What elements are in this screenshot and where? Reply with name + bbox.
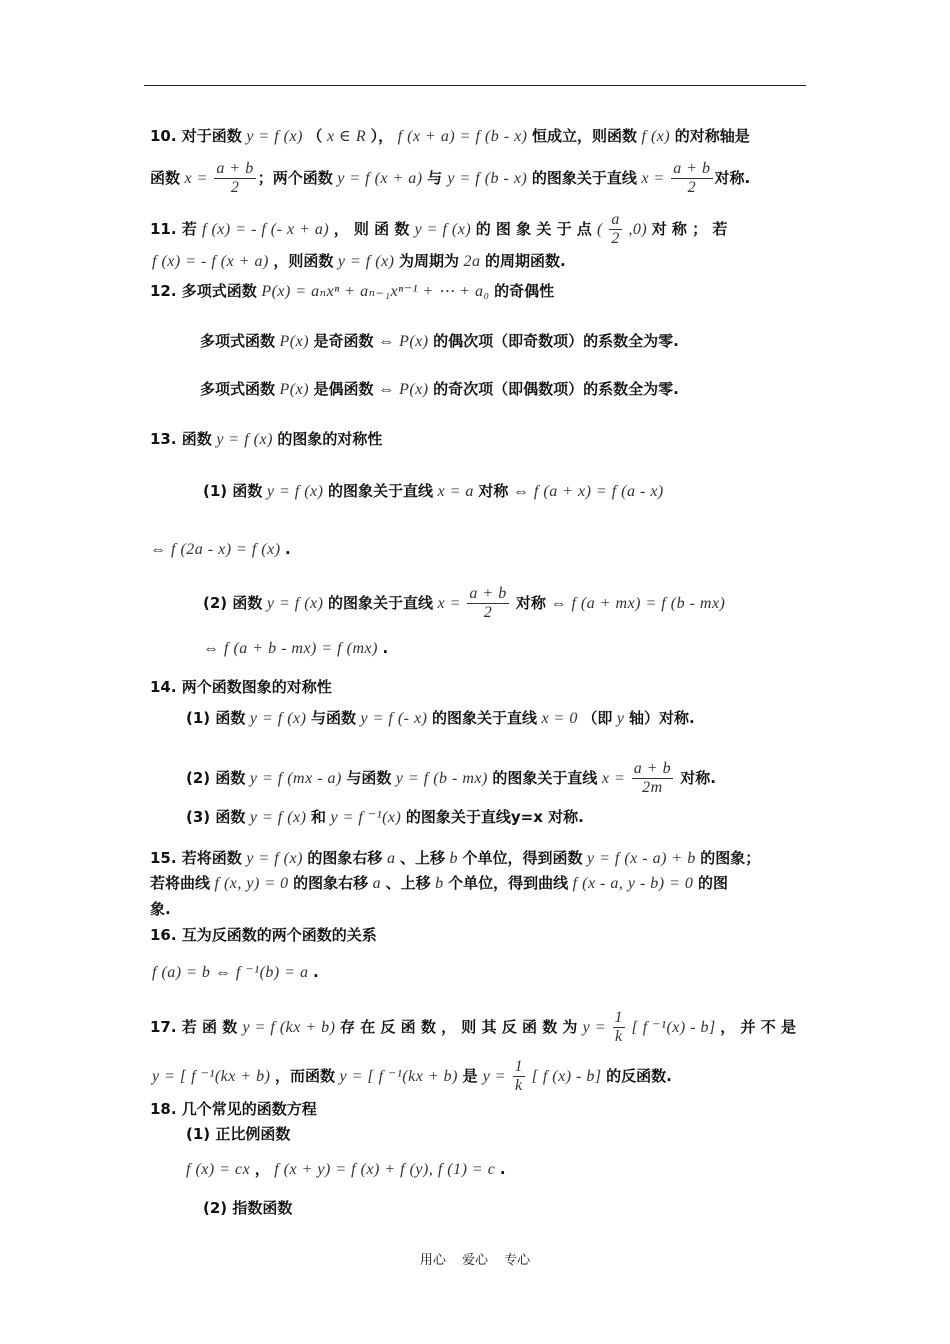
text-run: ），: [370, 127, 394, 145]
item-16-formula: [152, 961, 319, 984]
math-expr: y =: [582, 1019, 611, 1036]
item-16-heading: [150, 924, 377, 946]
fraction-denominator: 2m: [642, 779, 663, 796]
fraction: [467, 585, 508, 622]
math-expr: y = f (x): [333, 253, 399, 270]
text-run: 轴）对称.: [628, 709, 695, 727]
fraction-denominator: k: [614, 1028, 623, 1045]
text-run: ，: [254, 1160, 270, 1178]
math-expr: y: [612, 710, 629, 727]
math-expr: [ f ⁻¹(x) - b]: [627, 1019, 721, 1036]
text-run: 的 图 象 关 于 点: [475, 220, 598, 238]
fraction: [632, 760, 673, 797]
item-number: 10.: [150, 127, 182, 145]
math-expr: f (x) = cx: [186, 1161, 255, 1178]
item-18-sub-2: [203, 1197, 292, 1219]
text-run: .: [499, 1160, 506, 1178]
text-run: 的偶次项（即奇数项）的系数全为零.: [433, 332, 679, 350]
item-12-odd: [200, 330, 679, 353]
text-run: 的图象关于直线: [327, 594, 433, 612]
item-number: 14.: [150, 678, 182, 696]
item-number: 12.: [150, 282, 182, 300]
fraction-numerator: a: [611, 211, 620, 228]
text-run: 的对称轴是: [674, 127, 750, 145]
text-run: 的图象关于直线: [531, 169, 637, 187]
text-run: 与函数: [346, 769, 392, 787]
text-run: 的图象关于直线: [492, 769, 598, 787]
math-expr: ⇔ f (2a - x) = f (x): [150, 541, 286, 558]
text-run: 是偶函数: [313, 380, 374, 398]
text-run: 函数: [181, 430, 212, 448]
math-expr: x ∈ R: [322, 128, 371, 145]
text-run: 个单位，得到曲线: [448, 874, 569, 892]
text-run: 是: [462, 1067, 483, 1085]
text-run: (1) 函数: [186, 709, 246, 727]
math-expr: y = f ⁻¹(x): [326, 809, 406, 826]
math-expr: y = f (x): [241, 850, 308, 867]
text-run: (3) 函数: [186, 808, 246, 826]
math-expr: y = f (x): [262, 483, 328, 500]
item-15-line-1: [150, 847, 760, 870]
item-13-heading: [150, 428, 382, 451]
text-run: 的图象关于直线: [431, 709, 537, 727]
fraction-numerator: a + b: [633, 760, 672, 777]
math-expr: f (x) = - f (- x + a): [202, 221, 334, 238]
fraction-denominator: 2: [483, 604, 493, 621]
item-13-sub-1: [203, 480, 664, 503]
item-17-line-2: [152, 1058, 672, 1095]
text-run: 多项式函数: [200, 380, 276, 398]
text-run: 对称: [510, 594, 546, 612]
math-expr: ⇔ P(x): [373, 381, 434, 398]
item-11-line-1: [150, 211, 727, 248]
math-expr: y = [ f ⁻¹(kx + b): [334, 1068, 463, 1085]
math-expr: a: [382, 850, 400, 867]
math-expr: f (a) = b ⇔ f ⁻¹(b) = a: [152, 964, 314, 981]
text-run: 的反函数.: [606, 1067, 672, 1085]
text-run: 、上移: [385, 874, 431, 892]
math-expr: f (x): [637, 128, 675, 145]
math-expr: ⇔ f (a + b - mx) = f (mx): [203, 640, 383, 657]
math-expr: P(x): [275, 381, 314, 398]
text-run: 与: [427, 169, 448, 187]
math-expr: b: [430, 875, 449, 892]
math-expr: f (x + y) = f (x) + f (y), f (1) = c: [269, 1161, 500, 1178]
text-run: (1) 正比例函数: [186, 1125, 291, 1143]
fraction-numerator: 1: [514, 1058, 524, 1075]
math-expr: f (x, y) = 0: [210, 875, 294, 892]
math-expr: y = f (b - mx): [391, 770, 493, 787]
text-run: 为周期为: [398, 252, 459, 270]
item-15-line-3: [150, 898, 171, 920]
fraction-denominator: 2: [687, 179, 697, 196]
item-13-sub-2-cont: [203, 637, 388, 660]
text-run: （: [307, 127, 323, 145]
text-run: 恒成立，则函数: [532, 127, 638, 145]
math-expr: ,0): [623, 221, 652, 238]
math-expr: y = f (kx + b): [242, 1019, 340, 1036]
item-10-line-2: [150, 160, 750, 197]
math-expr: y = f (x + a): [332, 170, 428, 187]
fraction-denominator: 2: [611, 230, 620, 247]
item-18-sub-1-formula: [186, 1158, 506, 1181]
item-13-sub-2: [203, 585, 725, 622]
item-number: 17.: [150, 1018, 182, 1036]
item-number: 18.: [150, 1100, 182, 1118]
text-run: 对称.: [675, 769, 716, 787]
item-14-heading: [150, 676, 332, 698]
math-expr: f (x + a) = f (b - x): [393, 128, 532, 145]
math-expr: y = f (x): [245, 710, 311, 727]
math-expr: y = [ f ⁻¹(kx + b): [152, 1068, 275, 1085]
text-run: 几个常见的函数方程: [181, 1100, 317, 1118]
text-run: 的奇偶性: [494, 282, 555, 300]
item-number: 16.: [150, 926, 182, 944]
text-run: (2) 函数: [203, 594, 263, 612]
text-run: 的图象右移: [293, 874, 369, 892]
math-expr: x = a: [433, 483, 479, 500]
text-run: 的图象右移: [307, 849, 383, 867]
item-10-line-1: [150, 125, 750, 148]
math-expr: x =: [433, 595, 466, 612]
fraction: [513, 1058, 526, 1095]
item-number: 15.: [150, 849, 182, 867]
math-expr: ⇔ f (a + x) = f (a - x): [508, 483, 664, 500]
math-expr: f (x - a, y - b) = 0: [568, 875, 698, 892]
text-run: ，则函数: [273, 252, 334, 270]
fraction-numerator: a + b: [673, 160, 711, 177]
text-run: 对 称 ； 若: [651, 220, 728, 238]
math-expr: ⇔ P(x): [373, 333, 434, 350]
item-12-even: [200, 378, 679, 401]
text-run: 两个函数图象的对称性: [181, 678, 332, 696]
item-18-heading: [150, 1098, 317, 1120]
text-run: 象.: [150, 900, 171, 918]
math-expr: y = f (x): [414, 221, 476, 238]
item-14-sub-1: [186, 707, 695, 730]
text-run: (1) 函数: [203, 482, 263, 500]
text-run: 对称: [478, 482, 509, 500]
text-run: 互为反函数的两个函数的关系: [181, 926, 377, 944]
math-expr: y = f (x): [245, 809, 311, 826]
text-run: 的周期函数.: [484, 252, 566, 270]
text-run: （即: [582, 709, 613, 727]
item-12-heading: [150, 280, 554, 303]
item-number: 11.: [150, 220, 182, 238]
text-run: 和: [310, 808, 326, 826]
item-18-sub-1: [186, 1123, 290, 1145]
fraction-denominator: 2: [230, 179, 240, 196]
math-expr: y = f (x): [262, 595, 328, 612]
text-run: ， 并 不 是: [720, 1018, 796, 1036]
math-expr: x = 0: [536, 710, 583, 727]
item-15-line-2: [150, 872, 728, 895]
fraction: [214, 160, 255, 197]
math-expr: y = f (x): [241, 128, 308, 145]
item-number: 13.: [150, 430, 182, 448]
text-run: 的奇次项（即偶数项）的系数全为零.: [433, 380, 679, 398]
math-expr: ⇔ f (a + mx) = f (b - mx): [545, 595, 726, 612]
math-expr: y = f (x - a) + b: [582, 850, 701, 867]
item-14-sub-2: [186, 760, 716, 797]
item-17-line-1: [150, 1009, 796, 1046]
text-run: 的图: [697, 874, 728, 892]
text-run: 若将函数: [181, 849, 242, 867]
text-run: (2) 指数函数: [203, 1199, 293, 1217]
math-expr: f (x) = - f (x + a): [152, 253, 274, 270]
text-run: 的图象关于直线: [327, 482, 433, 500]
math-expr: P(x) = aₙxⁿ + aₙ₋₁xⁿ⁻¹ + ⋯ + a₀: [256, 283, 495, 300]
text-run: 个单位，得到函数: [462, 849, 583, 867]
text-run: 多项式函数: [200, 332, 276, 350]
math-expr: y = f (b - x): [447, 170, 532, 187]
text-run: ，而函数: [274, 1067, 335, 1085]
math-expr: a: [368, 875, 386, 892]
text-run: 存 在 反 函 数 ， 则 其 反 函 数 为: [339, 1018, 583, 1036]
text-run: .: [313, 963, 319, 981]
text-run: 、上移: [399, 849, 445, 867]
text-run: 对于函数: [181, 127, 242, 145]
fraction: [613, 1009, 626, 1046]
text-run: 多项式函数: [181, 282, 257, 300]
math-expr: [ f (x) - b]: [527, 1068, 607, 1085]
page-footer: 用心 爱心 专心: [419, 1253, 531, 1268]
math-expr: y =: [482, 1068, 511, 1085]
math-expr: 2a: [458, 253, 485, 270]
math-expr: y = f (- x): [356, 710, 432, 727]
text-run: (2) 函数: [186, 769, 246, 787]
math-expr: x =: [597, 770, 630, 787]
math-expr: P(x): [275, 333, 314, 350]
text-run: ；两个函数: [257, 169, 333, 187]
text-run: 若将曲线: [150, 874, 211, 892]
text-run: 若 函 数: [181, 1018, 243, 1036]
fraction-numerator: a + b: [216, 160, 254, 177]
text-run: .: [382, 639, 389, 657]
math-expr: x =: [180, 170, 213, 187]
math-expr: (: [597, 221, 608, 238]
fraction: [671, 160, 712, 197]
text-run: 是奇函数: [313, 332, 374, 350]
fraction-numerator: 1: [614, 1009, 624, 1026]
text-run: 函数: [150, 169, 181, 187]
math-expr: y = f (mx - a): [245, 770, 347, 787]
text-run: 对称.: [714, 169, 751, 187]
text-run: 与函数: [310, 709, 356, 727]
text-run: .: [285, 540, 291, 558]
text-run: 的图象关于直线y=x 对称.: [405, 808, 584, 826]
math-expr: y = f (x): [211, 431, 278, 448]
text-run: ， 则 函 数: [333, 220, 415, 238]
header-rule: [144, 85, 806, 86]
math-expr: x =: [636, 170, 670, 187]
fraction: [609, 211, 622, 248]
fraction-numerator: a + b: [469, 585, 507, 602]
item-11-line-2: [152, 250, 566, 273]
text-run: 若: [181, 220, 203, 238]
math-expr: b: [444, 850, 463, 867]
fraction-denominator: k: [515, 1077, 523, 1094]
text-run: 的图象；: [700, 849, 761, 867]
text-run: 的图象的对称性: [277, 430, 383, 448]
item-14-sub-3: [186, 806, 584, 829]
item-13-sub-1-cont: [150, 538, 291, 561]
